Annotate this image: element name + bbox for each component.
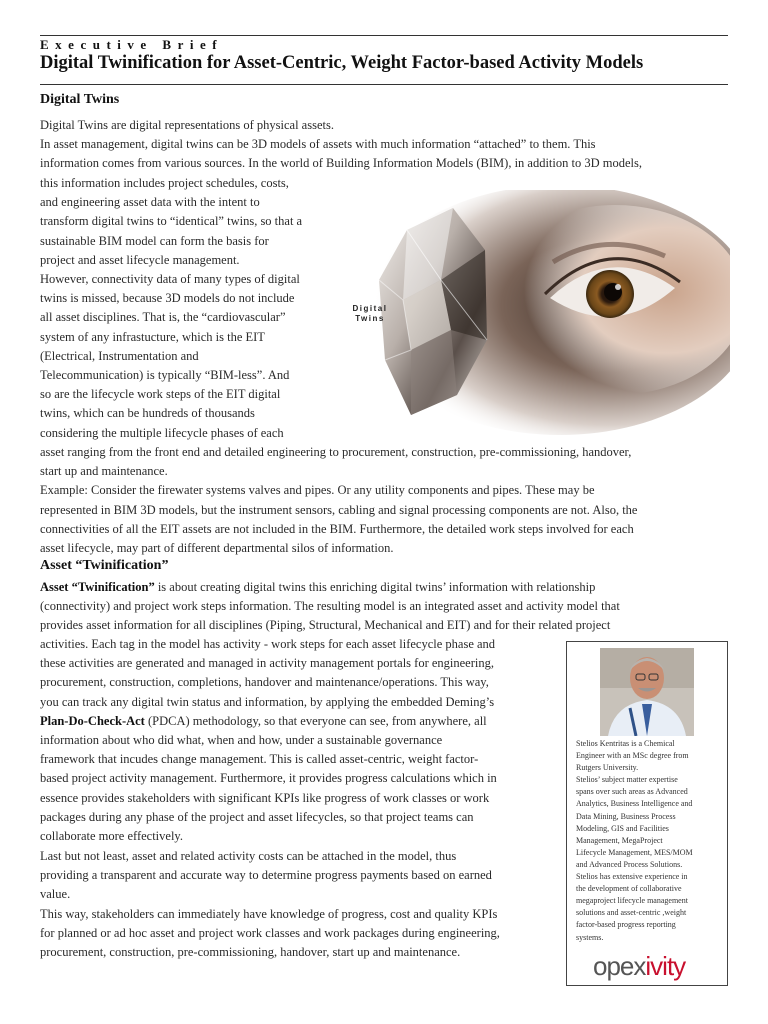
paragraph-line: packages during any phase of the project and asset lifecycles, so that project teams can <box>40 809 474 824</box>
paragraph-line: information comes from various sources. In the world of Building Information Models (BIM), in addition to 3D models, <box>40 156 642 171</box>
logo-text-opex: opex <box>593 951 646 981</box>
paragraph-line: essence provides stakeholders with significant KPIs like progress of work classes or work <box>40 790 490 805</box>
lead-text: is about creating digital twins this enriching digital twins’ information with relationship <box>154 580 596 594</box>
paragraph-line <box>40 712 497 731</box>
section-heading-digital-twins: Digital Twins <box>40 92 120 107</box>
paragraph-line: (Electrical, Instrumentation and <box>40 348 199 363</box>
pdca-bold-term: Plan-Do-Check-Act <box>40 713 145 728</box>
paragraph-line: activities. Each tag in the model has activity - work steps for each asset lifecycle phase and <box>40 637 496 651</box>
document-title: Digital Twinification for Asset-Centric, Weight Factor-based Activity Models <box>40 53 644 73</box>
paragraph-line: provides asset information for all disciplines (Piping, Structural, Mechanical and EIT) and for their related project <box>40 618 611 633</box>
author-portrait <box>600 648 694 736</box>
paragraph-line: providing a transparent and accurate way to determine progress payments based on earned <box>40 868 492 883</box>
executive-brief-label: Executive Brief <box>40 37 224 52</box>
header-bottom-rule <box>40 84 728 85</box>
eye-diamond-illustration <box>345 190 730 435</box>
pdca-text: (PDCA) methodology, so that everyone can see, from anywhere, all <box>144 713 487 728</box>
paragraph-line: This way, stakeholders can immediately have knowledge of progress, cost and quality KPIs <box>40 906 498 921</box>
bio-line: Management, MegaProject <box>576 835 663 845</box>
paragraph-line: transform digital twins to “identical” twins, so that a <box>40 214 303 229</box>
bio-line: Stelios has extensive experience in <box>576 872 688 882</box>
paragraph-line: represented in BIM 3D models, but the instrument sensors, cabling and signal processing components are not. Also, the <box>40 502 638 517</box>
bio-line: Modeling, GIS and Facilities <box>576 823 669 833</box>
paragraph-line: Last but not least, asset and related activity costs can be attached in the model, thus <box>40 849 457 863</box>
section-heading-asset-twinification: Asset “Twinification” <box>40 558 169 573</box>
digital-twins-eye-image <box>345 190 730 435</box>
paragraph-line: information about who did what, when and how, under a sustainable governance <box>40 733 443 748</box>
paragraph-line: However, connectivity data of many types of digital <box>40 272 300 287</box>
author-photo <box>600 648 694 736</box>
twinification-intro <box>40 578 620 636</box>
paragraph-line: twins, which can be hundreds of thousands <box>40 406 255 421</box>
author-sidebar <box>566 641 728 986</box>
paragraph-line: twins is missed, because 3D models do not include <box>40 291 295 306</box>
logo-text-ivity: ivity <box>645 951 686 981</box>
paragraph-line: Example: Consider the firewater systems valves and pipes. Or any utility components and pipes. These may be <box>40 483 595 498</box>
paragraph-line: Telecommunication) is typically “BIM-less”. And <box>40 368 290 383</box>
digital-twins-wrapped-text <box>40 174 302 443</box>
paragraph-line: these activities are generated and managed in activity management portals for engineering, <box>40 656 494 671</box>
bio-line: Rutgers University. <box>576 763 639 773</box>
paragraph-line: you can track any digital twin status and information, by applying the embedded Deming’s <box>40 694 495 709</box>
paragraph-line: collaborate more effectively. <box>40 829 183 844</box>
paragraph-line: start up and maintenance. <box>40 464 168 479</box>
paragraph-line: for planned or ad hoc asset and project work classes and work packages during engineering, <box>40 925 500 940</box>
header-top-rule <box>40 35 728 36</box>
bio-line: Stelios’ subject matter expertise <box>576 775 678 785</box>
paragraph-line: considering the multiple lifecycle phases of each <box>40 425 284 440</box>
paragraph-line: asset ranging from the front end and detailed engineering to procurement, construction, pre-commissioning, handover, <box>40 445 632 459</box>
bio-line: factor-based progress reporting <box>576 920 676 930</box>
paragraph-line: all asset disciplines. That is, the “cardiovascular” <box>40 310 286 325</box>
bio-line: Stelios Kentritas is a Chemical <box>576 739 675 748</box>
digital-twins-intro <box>40 116 642 174</box>
bio-line: solutions and asset-centric ,weight <box>576 908 687 918</box>
twinification-wrapped-text <box>40 635 497 846</box>
bio-line: and Advanced Process Solutions. <box>576 859 683 869</box>
paragraph-line: asset lifecycle, may part of different departmental silos of information. <box>40 541 394 556</box>
opexivity-logo <box>593 952 713 980</box>
lead-bold-term: Asset “Twinification” <box>40 580 155 594</box>
caption-line: Digital <box>352 304 388 313</box>
paragraph-line: project and asset lifecycle management. <box>40 252 240 267</box>
paragraph-line: and engineering asset data with the intent to <box>40 195 260 210</box>
bio-line: the development of collaborative <box>576 884 682 894</box>
paragraph-line: In asset management, digital twins can be 3D models of assets with much information “attached” to them. This <box>40 137 596 152</box>
paragraph-line <box>40 578 620 597</box>
paragraph-line: connectivities of all the EIT assets are not included in the BIM. Furthermore, the detailed work steps involved for each <box>40 521 634 536</box>
paragraph-line: framework that incudes change management. This is called asset-centric, weight factor- <box>40 752 479 767</box>
paragraph-line: value. <box>40 887 71 902</box>
paragraph-line: this information includes project schedules, costs, <box>40 176 289 190</box>
bio-line: systems. <box>576 932 604 942</box>
bio-line: megaproject lifecycle management <box>576 896 688 906</box>
bio-line: Lifecycle Management, MES/MOM <box>576 847 693 857</box>
paragraph-line: so are the lifecycle work steps of the EIT digital <box>40 387 281 402</box>
paragraph-line: procurement, construction, pre-commissioning, handover, start up and maintenance. <box>40 945 461 960</box>
bio-line: Engineer with an MSc degree from <box>576 751 689 761</box>
paragraph-line: system of any infrastucture, which is the EIT <box>40 329 265 344</box>
bio-line: spans over such areas as Advanced <box>576 787 688 797</box>
paragraph-line: (connectivity) and project work steps information. The resulting model is an integrated asset and activity model that <box>40 599 620 614</box>
image-caption <box>350 304 390 324</box>
author-bio <box>576 738 724 944</box>
paragraph-line: sustainable BIM model can form the basis for <box>40 233 269 248</box>
bio-line: Analytics, Business Intelligence and <box>576 799 693 809</box>
paragraph-line: based project activity management. Furthermore, it provides progress calculations which in <box>40 771 497 786</box>
caption-line: Twins <box>355 314 385 323</box>
paragraph-line: procurement, construction, completions, handover and maintenance/operations. This way, <box>40 675 489 690</box>
paragraph-line: Digital Twins are digital representations of physical assets. <box>40 118 334 132</box>
twinification-closing-text <box>40 847 500 962</box>
bio-line: Data Mining, Business Process <box>576 811 676 821</box>
digital-twins-tail-text <box>40 443 637 558</box>
